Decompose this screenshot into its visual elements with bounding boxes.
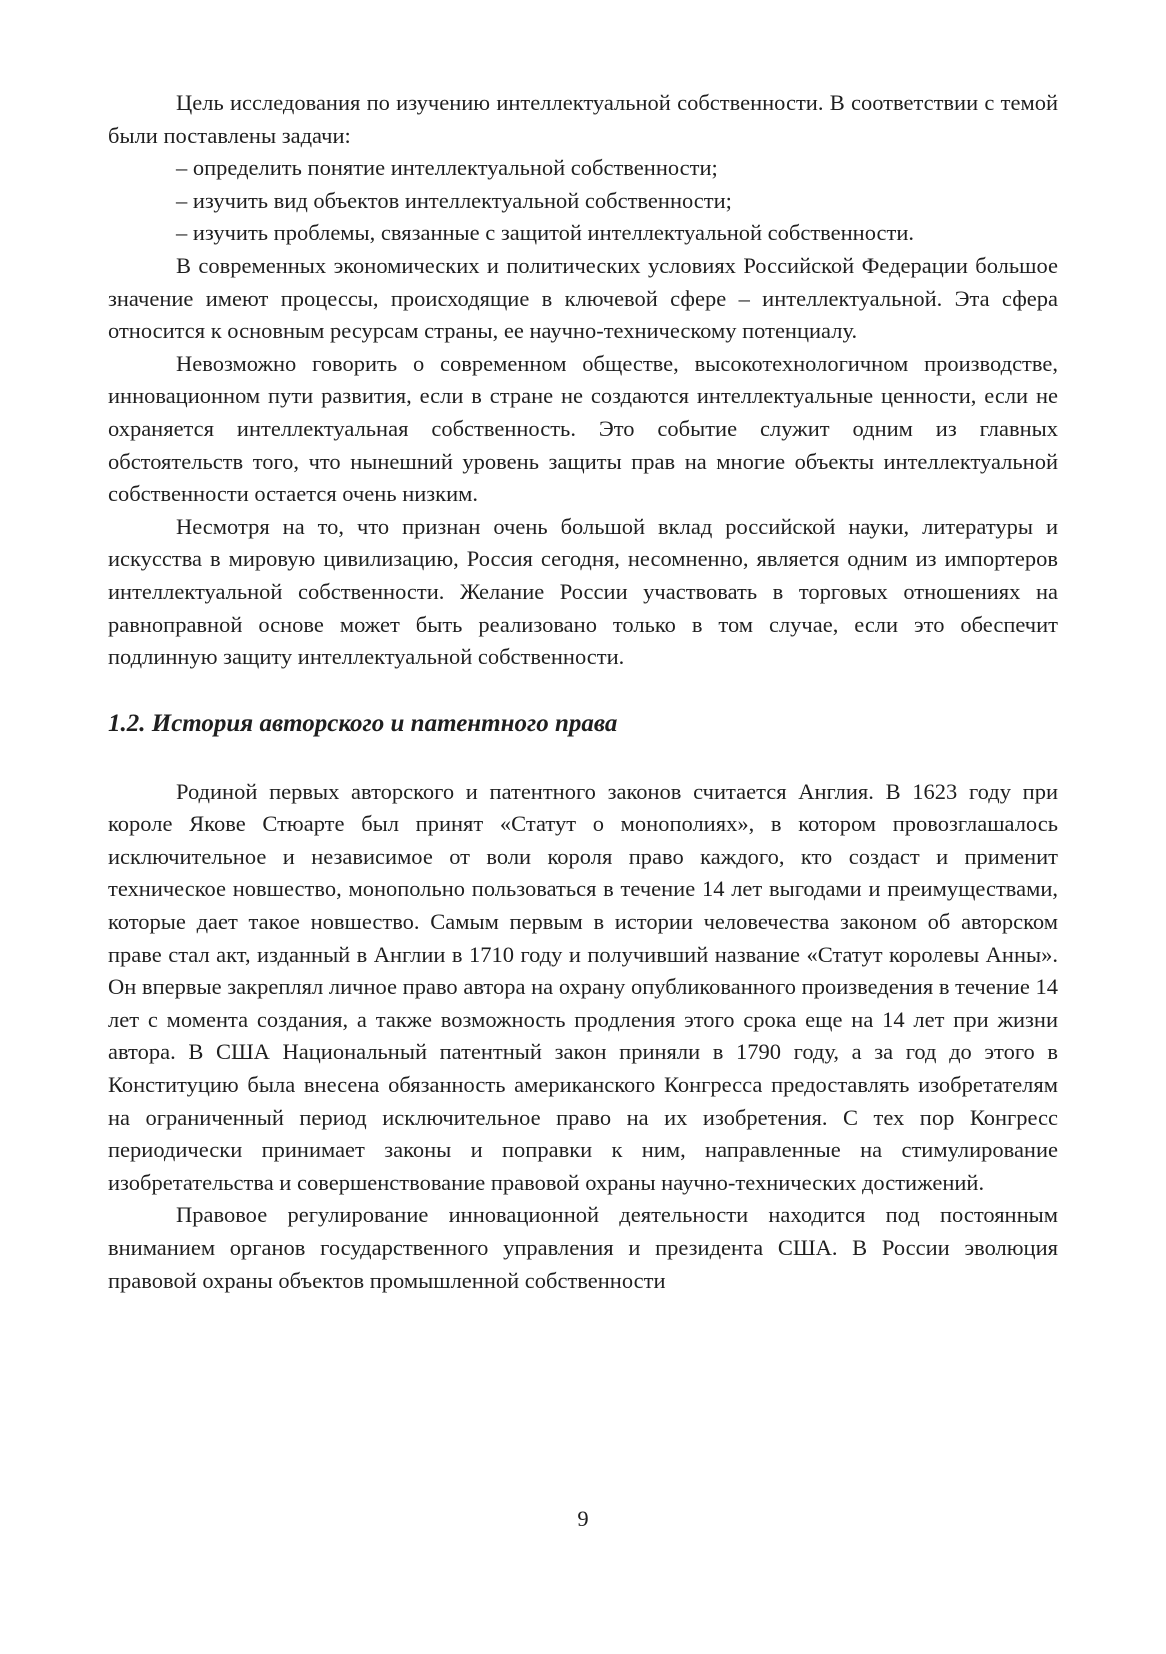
page-number: 9 xyxy=(577,1506,589,1531)
section-paragraph: Правовое регулирование инновационной деятельности находится под постоянным вниманием органов государственного управления и президента США. В России эволюция правовой охраны объектов промышленной собственности xyxy=(108,1202,1058,1293)
task-list-item: – изучить проблемы, связанные с защитой интеллектуальной собственности. xyxy=(176,220,915,246)
intro-goal-paragraph: Цель исследования по изучению интеллектуальной собственности. В соответствии с темой были поставлены задачи: xyxy=(108,90,1058,148)
intro-paragraph: В современных экономических и политических условиях Российской Федерации большое значение имеют процессы, происходящие в ключевой сфере – интеллектуальной. Эта сфера относится к основным ресурсам страны, ее научно-техническому потенциалу. xyxy=(108,252,1058,344)
task-list-item: – изучить вид объектов интеллектуальной собственности; xyxy=(176,187,732,213)
intro-paragraph: Невозможно говорить о современном обществе, высокотехнологичном производстве, инновационном пути развития, если в стране не создаются интеллектуальные ценности, если не охраняется интеллектуальная собственность. Это событие служит одним из главных обстоятельств того, что нынешний уровень защиты прав на многие объекты интеллектуальной собственности остается очень низким. xyxy=(108,350,1058,507)
task-list-item: – определить понятие интеллектуальной собственности; xyxy=(176,155,718,181)
intro-paragraph: Несмотря на то, что признан очень большой вклад российской науки, литературы и искусства в мировую цивилизацию, Россия сегодня, несомненно, является одним из импортеров интеллектуальной собственности. Желание России участвовать в торговых отношениях на равноправной основе может быть реализовано только в том случае, если это обеспечит подлинную защиту интеллектуальной собственности. xyxy=(108,513,1058,670)
section-heading: 1.2. История авторского и патентного права xyxy=(108,709,618,737)
page-body xyxy=(108,87,1058,1297)
section-paragraph: Родиной первых авторского и патентного законов считается Англия. В 1623 году при короле Якове Стюарте был принят «Статут о монополиях», в котором провозглашалось исключительное и независимое от воли короля право каждого, кто создаст и применит техническое новшество, монопольно пользоваться в течение 14 лет выгодами и преимуществами, которые дает такое новшество. Самым первым в истории человечества законом об авторском праве стал акт, изданный в Англии в 1710 году и получивший название «Статут королевы Анны». Он впервые закреплял личное право автора на охрану опубликованного произведения в течение 14 лет с момента создания, а также возможность продления этого срока еще на 14 лет при жизни автора. В США Национальный патентный закон приняли в 1790 году, а за год до этого в Конституцию была внесена обязанность американского Конгресса предоставлять изобретателям на ограниченный период исключительное право на их изобретения. С тех пор Конгресс периодически принимает законы и поправки к ним, направленные на стимулирование изобретательства и совершенствование правовой охраны научно-технических достижений. xyxy=(108,778,1058,1195)
